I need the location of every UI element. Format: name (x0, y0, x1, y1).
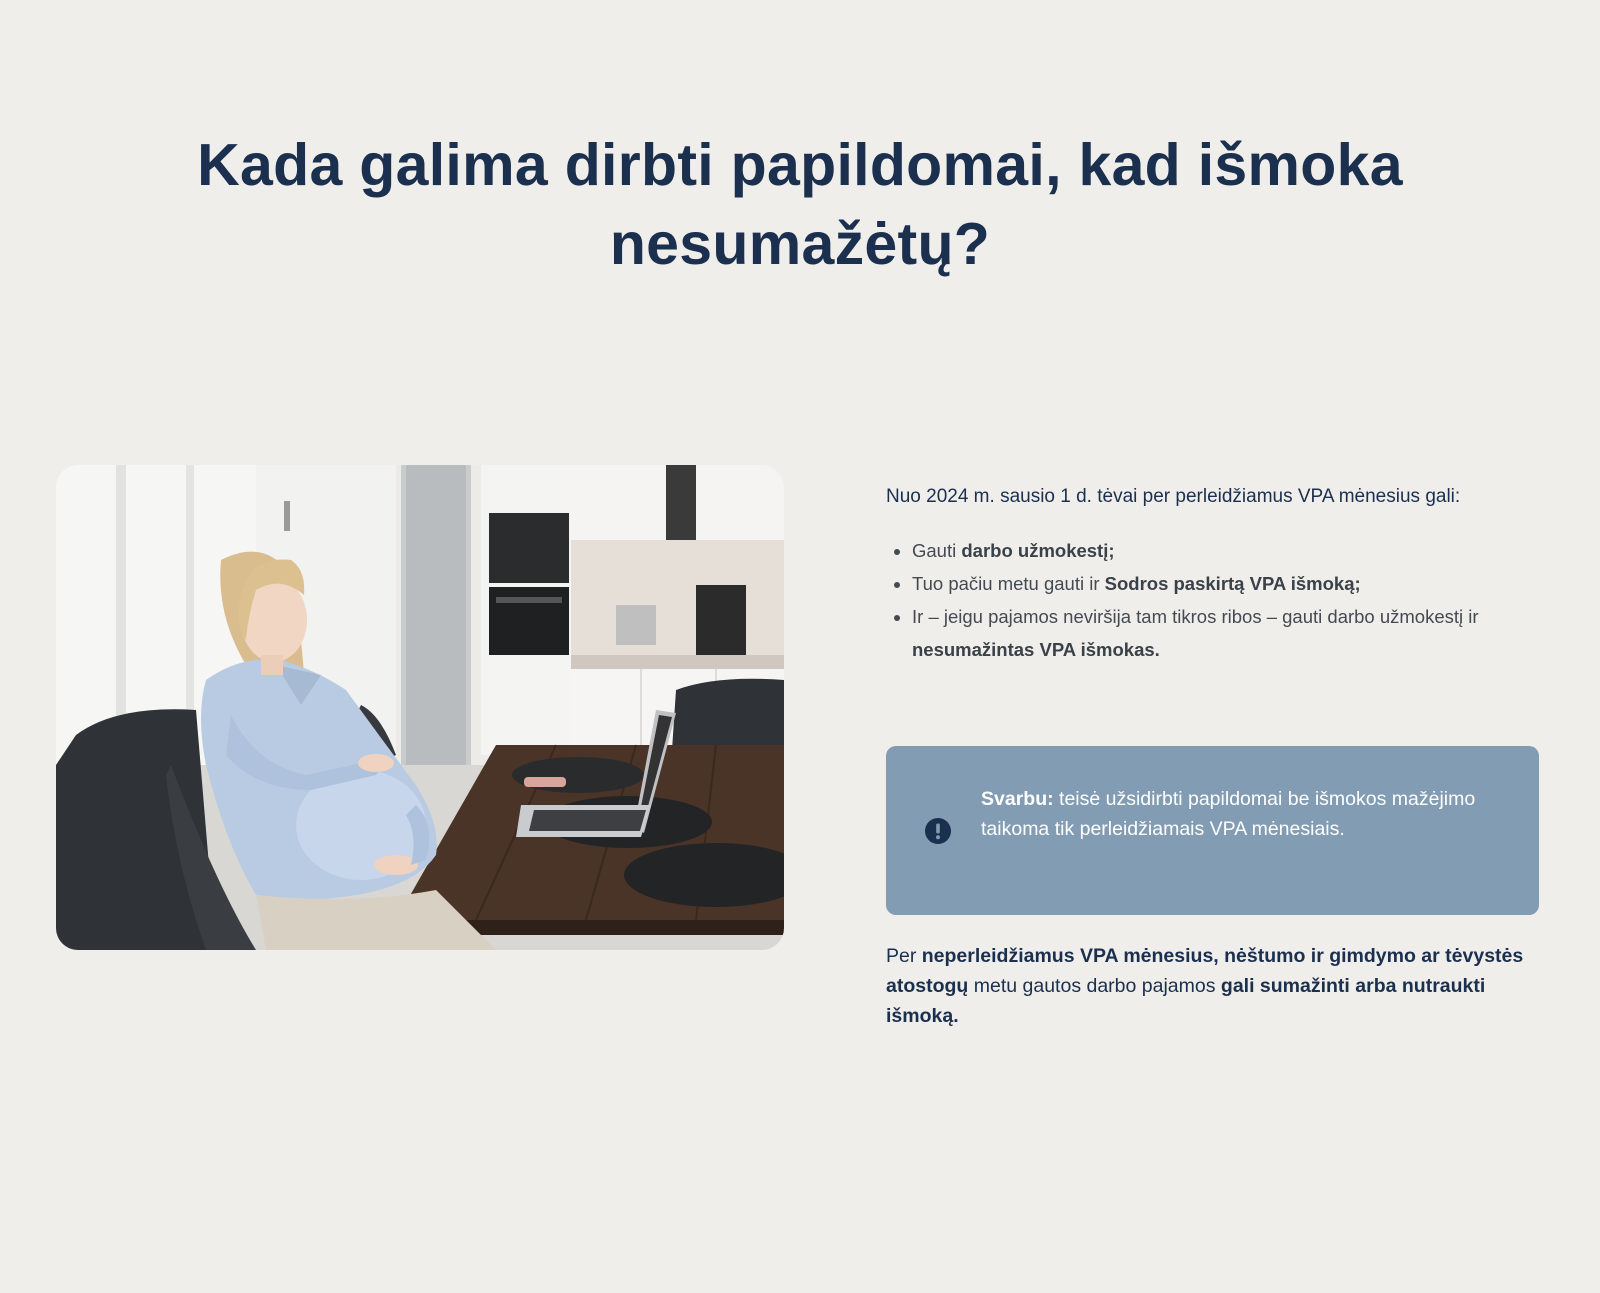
footer-bold-part: gali sumažinti arba nutraukti išmoką. (886, 975, 1486, 1027)
exclamation-circle-icon (925, 818, 951, 844)
list-item-text: Ir – jeigu pajamos neviršija tam tikros ribos – gauti darbo užmokestį ir (912, 606, 1479, 627)
list-item (912, 534, 1540, 567)
list-item-text: Tuo pačiu metu gauti ir (912, 573, 1105, 594)
notice-text (981, 784, 1481, 844)
content-column (886, 482, 1540, 666)
notice-label: Svarbu: (981, 788, 1054, 810)
benefits-list (886, 534, 1540, 666)
list-item-text: Gauti (912, 540, 962, 561)
page-title: Kada galima dirbti papildomai, kad išmoka nesumažėtų? (197, 132, 1403, 277)
list-item (912, 567, 1540, 600)
list-item-bold: Sodros paskirtą VPA išmoką; (1104, 573, 1361, 594)
list-item-bold: darbo užmokestį; (961, 540, 1115, 561)
footer-text-part: metu gautos darbo pajamos (968, 975, 1221, 997)
notice-body: teisė užsidirbti papildomai be išmokos mažėjimo taikoma tik perleidžiamais VPA mėnesiais. (981, 788, 1476, 840)
list-item (912, 600, 1540, 666)
pregnant-woman-laptop-photo (56, 465, 784, 950)
footer-text (886, 941, 1540, 1031)
intro-text: Nuo 2024 m. sausio 1 d. tėvai per perleidžiamus VPA mėnesius gali: (886, 486, 1461, 507)
important-notice (886, 746, 1539, 915)
footer-text-part: Per (886, 945, 922, 967)
footer-bold-part: neperleidžiamus VPA mėnesius, nėštumo ir gimdymo ar tėvystės atostogų (886, 945, 1524, 997)
list-item-bold: nesumažintas VPA išmokas. (912, 639, 1160, 660)
